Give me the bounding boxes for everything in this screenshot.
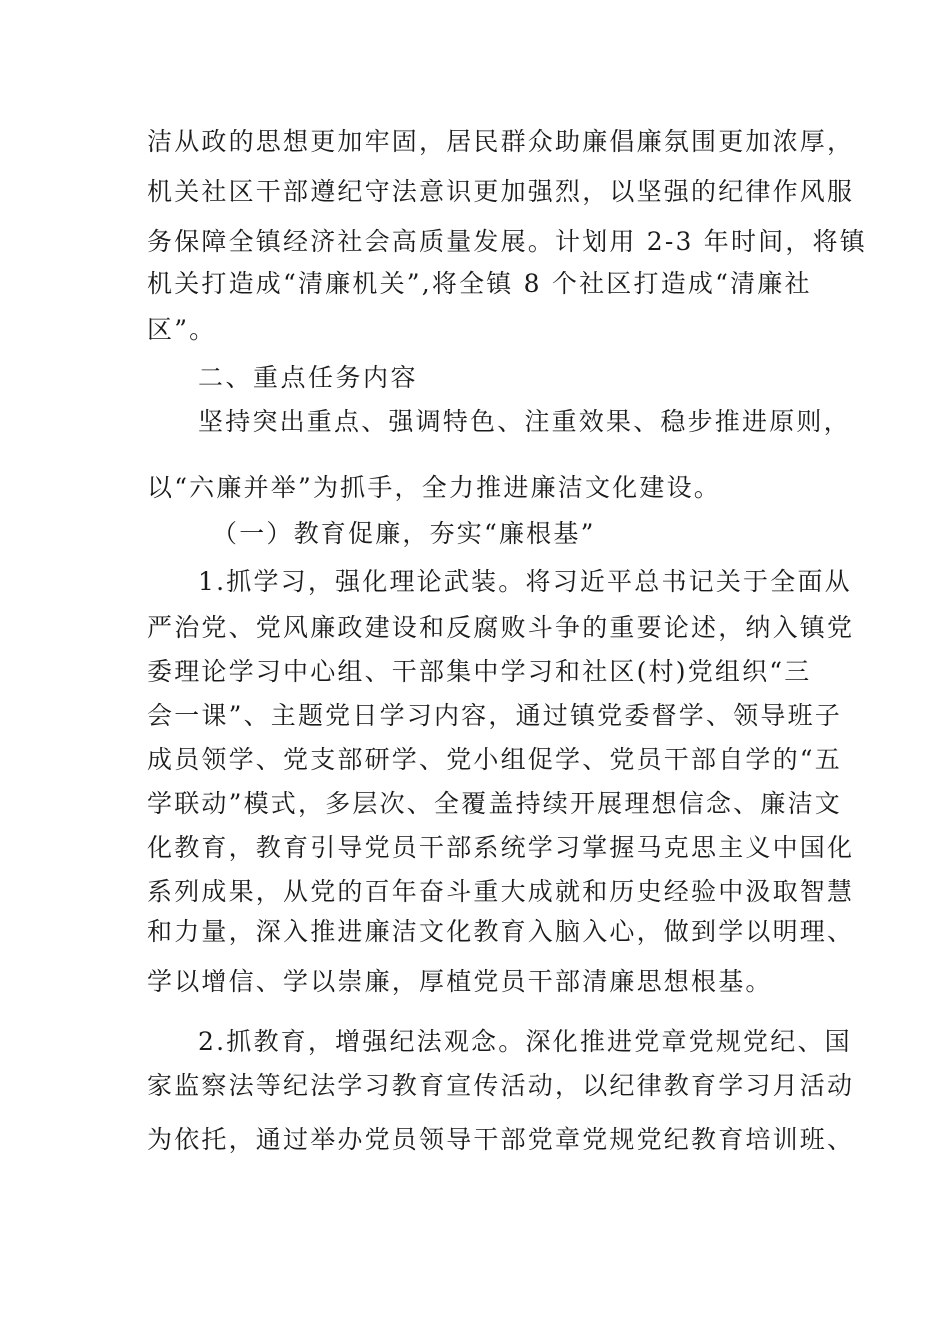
paragraph-line: 洁从政的思想更加牢固，居民群众助廉倡廉氛围更加浓厚，	[147, 127, 855, 156]
paragraph-line: 1.抓学习，强化理论武装。将习近平总书记关于全面从	[198, 567, 852, 596]
paragraph-line: 系列成果，从党的百年奋斗重大成就和历史经验中汲取智慧	[147, 877, 855, 906]
paragraph-line: 学联动”模式，多层次、全覆盖持续开展理想信念、廉洁文	[147, 789, 842, 818]
paragraph-line: 严治党、党风廉政建设和反腐败斗争的重要论述，纳入镇党	[147, 613, 855, 642]
paragraph-line: 以“六廉并举”为抓手，全力推进廉洁文化建设。	[147, 473, 721, 502]
paragraph-line: 区”。	[147, 315, 217, 344]
paragraph-line: 为依托，通过举办党员领导干部党章党规党纪教育培训班、	[147, 1125, 855, 1154]
paragraph-line: 成员领学、党支部研学、党小组促学、党员干部自学的“五	[147, 745, 842, 774]
paragraph-line: 务保障全镇经济社会高质量发展。计划用 2-3 年时间，将镇	[147, 227, 867, 256]
subsection-heading: （一）教育促廉，夯实“廉根基”	[212, 519, 596, 548]
paragraph-line: 和力量，深入推进廉洁文化教育入脑入心，做到学以明理、	[147, 917, 855, 946]
paragraph-line: 委理论学习中心组、干部集中学习和社区(村)党组织“三	[147, 657, 812, 686]
paragraph-line: 化教育，教育引导党员干部系统学习掌握马克思主义中国化	[147, 833, 855, 862]
section-heading: 二、重点任务内容	[198, 363, 419, 392]
paragraph-line: 机关社区干部遵纪守法意识更加强烈，以坚强的纪律作风服	[147, 177, 855, 206]
paragraph-line: 会一课”、主题党日学习内容，通过镇党委督学、领导班子	[147, 701, 842, 730]
paragraph-line: 学以增信、学以崇廉，厚植党员干部清廉思想根基。	[147, 967, 773, 996]
paragraph-line: 机关打造成“清廉机关”,将全镇 8 个社区打造成“清廉社	[147, 269, 812, 298]
paragraph-line: 坚持突出重点、强调特色、注重效果、稳步推进原则，	[198, 407, 851, 436]
paragraph-line: 家监察法等纪法学习教育宣传活动，以纪律教育学习月活动	[147, 1071, 855, 1100]
paragraph-line: 2.抓教育，增强纪法观念。深化推进党章党规党纪、国	[198, 1027, 852, 1056]
